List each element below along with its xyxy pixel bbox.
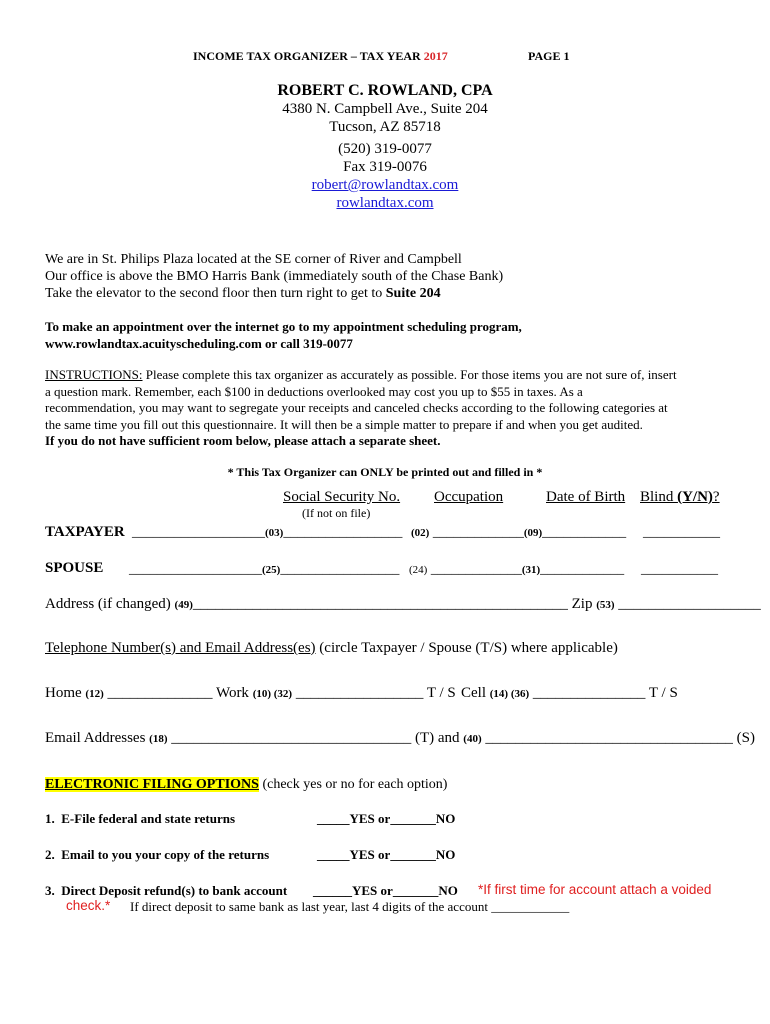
efile-option-number: 2. (45, 847, 55, 862)
spouse-dob-blank[interactable]: ____________ (540, 562, 625, 577)
taxpayer-ssn-field[interactable] (132, 525, 402, 541)
efile-yes-blank[interactable]: ______ (313, 883, 352, 898)
address-row (45, 596, 761, 613)
spouse-blank-1[interactable]: ___________________ (129, 562, 262, 577)
cell-phone-code: (14) (36) (489, 688, 530, 700)
taxpayer-occupation-field[interactable] (411, 525, 626, 541)
ssn-column-note: (If not on file) (302, 506, 371, 520)
last-four-digits-label: If direct deposit to same bank as last year, last 4 digits of the account (130, 899, 492, 914)
taxpayer-blank-1[interactable]: ___________________ (132, 525, 265, 540)
occupation-column-heading: Occupation (434, 489, 504, 505)
email-t-and: (T) and (414, 730, 464, 746)
taxpayer-dob-blank[interactable]: ____________ (542, 525, 627, 540)
spouse-blind-field[interactable]: ___________ (641, 562, 718, 577)
work-phone-ts-circle[interactable]: T / S (426, 685, 456, 701)
home-phone-code: (12) (85, 688, 104, 700)
efile-option-label: E-File federal and state returns (61, 811, 236, 826)
spouse-label: SPOUSE (45, 560, 104, 576)
spouse-code-31: (31) (521, 564, 541, 576)
efile-option-1-choice (317, 811, 455, 827)
efile-no-blank[interactable]: _______ (390, 811, 436, 826)
spouse-blank-3[interactable]: _____________ (430, 562, 522, 577)
voided-check-note-line2: check.* (66, 898, 111, 913)
organizer-title-text: INCOME TAX ORGANIZER – TAX YEAR (193, 49, 424, 63)
phones-row (45, 685, 456, 702)
efile-no-label: NO (435, 847, 456, 862)
cell-phone-row (461, 685, 678, 702)
spouse-email-field[interactable]: _________________________________ (481, 730, 737, 746)
firm-address-line2: Tucson, AZ 85718 (329, 119, 441, 135)
appointment-line1: To make an appointment over the internet go to my appointment scheduling program, (45, 319, 522, 334)
ssn-column-heading: Social Security No. (283, 489, 401, 505)
firm-phone: (520) 319-0077 (338, 141, 432, 157)
spouse-blank-2[interactable]: _________________ (280, 562, 400, 577)
work-phone-label: Work (215, 685, 253, 701)
taxpayer-code-03: (03) (265, 527, 284, 539)
appointment-paragraph (45, 318, 522, 352)
blind-column-heading (640, 489, 720, 506)
instructions-line1: Please complete this tax organizer as accurately as possible. For those items you are not sure of, insert (142, 367, 677, 382)
firm-website-link[interactable]: rowlandtax.com (336, 195, 434, 211)
location-paragraph (45, 251, 503, 302)
instructions-line4: the same time you fill out this questionnaire. It will then be a simple matter to prepare if and when you get audited. (45, 416, 643, 432)
taxpayer-blank-2[interactable]: _________________ (283, 525, 403, 540)
spouse-code-25: (25) (262, 564, 281, 576)
instructions-line2: a question mark. Remember, each $100 in deductions overlooked may cost you up to $55 in taxes. As a (45, 383, 583, 399)
taxpayer-label: TAXPAYER (45, 524, 125, 540)
location-suite: Suite 204 (385, 286, 441, 301)
efile-yes-label: YES or (349, 811, 391, 826)
location-line3 (45, 285, 503, 302)
efile-option-2 (45, 847, 269, 863)
efile-option-3-choice (313, 883, 458, 899)
firm-fax: Fax 319-0076 (343, 159, 427, 175)
print-only-note: * This Tax Organizer can ONLY be printed out and filled in * (227, 465, 543, 479)
zip-code-53: (53) (596, 599, 615, 611)
spouse-occupation-field[interactable] (409, 562, 624, 578)
taxpayer-email-field[interactable]: ________________________________ (167, 730, 415, 746)
blind-heading-yn: (Y/N) (677, 489, 713, 505)
address-label: Address (if changed) (45, 596, 175, 612)
efile-option-2-choice (317, 847, 455, 863)
cell-phone-ts-circle[interactable]: T / S (648, 685, 678, 701)
work-phone-field[interactable]: _________________ (292, 685, 427, 701)
instructions-line5: If you do not have sufficient room below, please attach a separate sheet. (45, 433, 441, 449)
efile-yes-label: YES or (352, 883, 393, 898)
instructions-paragraph (45, 367, 677, 450)
efile-yes-label: YES or (349, 847, 391, 862)
efile-option-number: 1. (45, 811, 55, 826)
spouse-code-24: (24) (409, 564, 428, 576)
efile-note: (check yes or no for each option) (258, 777, 448, 792)
appointment-line2: www.rowlandtax.acuityscheduling.com or call 319-0077 (45, 336, 353, 351)
email-s: (S) (736, 730, 755, 746)
efile-yes-blank[interactable]: _____ (317, 847, 350, 862)
firm-name: ROBERT C. ROWLAND, CPA (277, 82, 493, 99)
page-number: PAGE 1 (528, 49, 570, 63)
home-phone-label: Home (45, 685, 86, 701)
location-line1: We are in St. Philips Plaza located at the SE corner of River and Campbell (45, 252, 462, 267)
taxpayer-blind-field[interactable]: ___________ (643, 525, 720, 540)
efile-no-blank[interactable]: _______ (390, 847, 436, 862)
instructions-line3: recommendation, you may want to segregate your receipts and canceled checks according to the following categories at (45, 400, 668, 416)
voided-check-note-line1: *If first time for account attach a voided (478, 882, 712, 897)
efile-yes-blank[interactable]: _____ (317, 811, 350, 826)
efile-option-3 (45, 883, 287, 899)
dob-column-heading: Date of Birth (546, 489, 626, 505)
telephone-heading (45, 640, 618, 657)
efile-option-label: Direct Deposit refund(s) to bank account (61, 883, 288, 898)
address-code-49: (49) (174, 599, 193, 611)
efile-heading: ELECTRONIC FILING OPTIONS (45, 777, 259, 792)
address-field[interactable]: __________________________________________________ (192, 596, 568, 612)
last-four-digits-field[interactable]: ____________ (491, 899, 570, 914)
email-row (45, 730, 755, 747)
telephone-heading-underlined: Telephone Number(s) and Email Address(es) (45, 640, 316, 656)
efile-heading-row (45, 777, 447, 793)
instructions-label: INSTRUCTIONS: (45, 367, 143, 382)
efile-option-number: 3. (45, 883, 55, 898)
spouse-ssn-field[interactable] (129, 562, 399, 578)
email-code-18: (18) (149, 733, 168, 745)
cell-phone-label: Cell (461, 685, 490, 701)
taxpayer-code-02: (02) (411, 527, 430, 539)
zip-label: Zip (567, 596, 597, 612)
taxpayer-blank-3[interactable]: _____________ (432, 525, 524, 540)
work-phone-code: (10) (32) (252, 688, 293, 700)
firm-block (0, 81, 770, 212)
organizer-title (193, 49, 448, 64)
location-line3-text: Take the elevator to the second floor then turn right to get to (45, 286, 386, 301)
email-code-40: (40) (463, 733, 482, 745)
email-label: Email Addresses (45, 730, 150, 746)
firm-email-link[interactable]: robert@rowlandtax.com (311, 177, 459, 193)
blind-heading-text: Blind (640, 489, 678, 505)
efile-no-blank[interactable]: _______ (392, 883, 439, 898)
efile-no-label: NO (435, 811, 456, 826)
last-four-digits-row (130, 899, 569, 915)
home-phone-field[interactable]: ______________ (103, 685, 216, 701)
taxpayer-code-09: (09) (523, 527, 543, 539)
location-line2: Our office is above the BMO Harris Bank (immediately south of the Chase Bank) (45, 269, 504, 284)
efile-option-label: Email to you your copy of the returns (61, 847, 270, 862)
tax-year: 2017 (423, 49, 448, 63)
cell-phone-field[interactable]: _______________ (532, 685, 649, 701)
telephone-heading-rest: (circle Taxpayer / Spouse (T/S) where applicable) (315, 640, 618, 656)
zip-field[interactable]: ___________________ (614, 596, 761, 612)
blind-heading-suffix: ? (712, 489, 720, 505)
efile-no-label: NO (438, 883, 458, 898)
firm-address-line1: 4380 N. Campbell Ave., Suite 204 (282, 101, 488, 117)
efile-option-1 (45, 811, 235, 827)
